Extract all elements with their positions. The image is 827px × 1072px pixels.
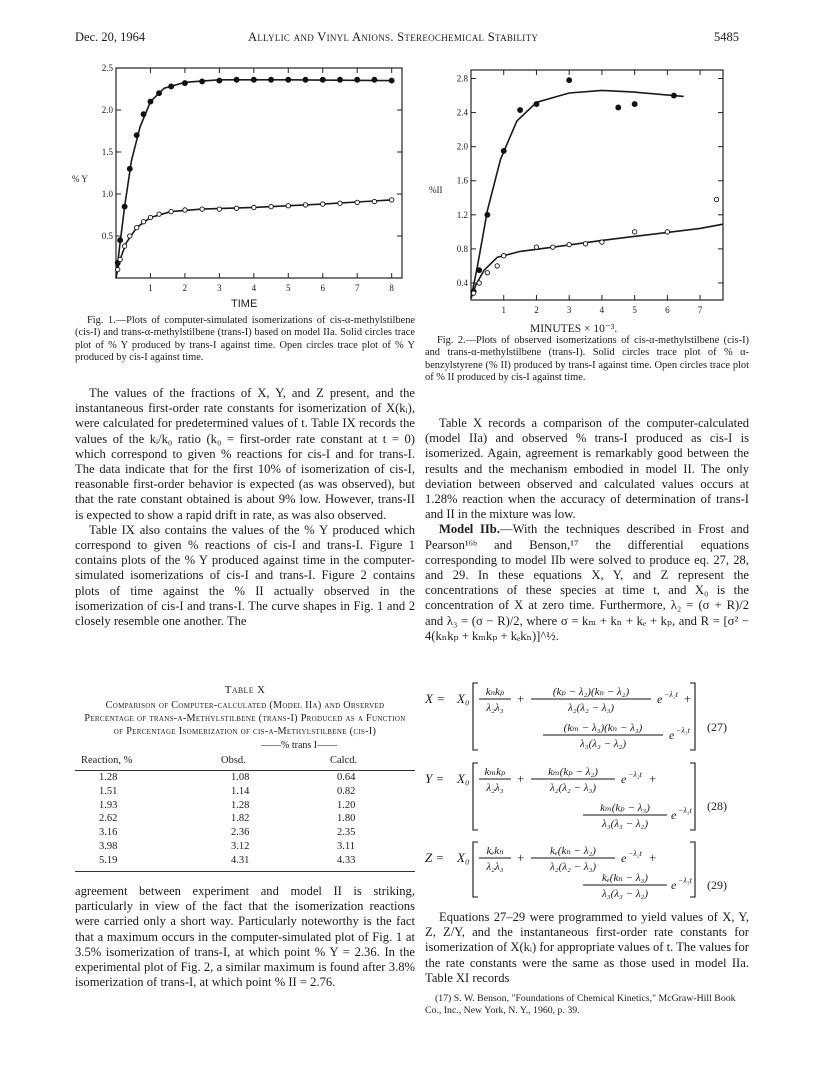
eq28-exp: e: [621, 772, 627, 786]
eq29-term3-denominator: λ₃(λ₃ − λ₂): [601, 888, 649, 900]
open-data-point: [338, 201, 342, 205]
open-data-point: [600, 240, 604, 244]
table-cell: 1.14: [231, 786, 250, 798]
eq28-term1-numerator: kₘkₚ: [484, 766, 506, 778]
page-number: 5485: [714, 30, 739, 44]
table-cell: 0.64: [337, 772, 356, 784]
table-cell: 4.33: [337, 854, 356, 866]
eq29-exp-power: −λ₃t: [678, 876, 692, 885]
x-tick-label: 7: [697, 305, 703, 315]
table-column-header: Calcd.: [330, 755, 358, 767]
eq27-term2-denominator: λ₂(λ₂ − λ₃): [567, 702, 615, 714]
solid-data-point: [616, 105, 621, 110]
series-curve: [471, 90, 684, 298]
equations-27-29: [425, 675, 749, 900]
x-tick-label: 3: [566, 305, 572, 315]
eq28-term2-denominator: λ₂(λ₂ − λ₃): [549, 782, 597, 794]
open-data-point: [141, 220, 145, 224]
table-rule: [75, 871, 415, 872]
eq28-open-bracket: [473, 763, 478, 830]
open-data-point: [148, 215, 152, 219]
section-heading: Model IIb.: [439, 522, 500, 537]
series-curve: [116, 200, 392, 278]
solid-data-point: [251, 77, 256, 82]
x-tick-label: 1: [501, 305, 506, 315]
table-header-row: [75, 755, 415, 769]
y-tick-label: 2.8: [456, 73, 468, 84]
solid-data-point: [118, 238, 123, 243]
solid-data-point: [320, 77, 325, 82]
eq28-term1-denominator: λ₂λ₃: [486, 782, 504, 794]
table-row: [75, 813, 415, 827]
table-cell: 3.11: [337, 840, 355, 852]
eq27-plus: +: [517, 691, 525, 706]
eq27-exp: e: [669, 728, 675, 742]
solid-data-point: [217, 78, 222, 83]
x-tick-label: 7: [354, 283, 360, 293]
footnote-17: (17) S. W. Benson, "Foundations of Chemical Kinetics," McGraw-Hill Book Co., Inc., New York, N. Y., 1960, p. 39.: [425, 993, 736, 1016]
open-data-point: [665, 230, 669, 234]
figure-2-chart: [425, 60, 745, 330]
left-column-upper: [75, 386, 415, 629]
solid-data-point: [286, 77, 291, 82]
y-tick-label: 1.6: [456, 175, 468, 186]
open-data-point: [252, 205, 256, 209]
solid-data-point: [372, 77, 377, 82]
x-tick-label: 6: [665, 305, 670, 315]
table-cell: 3.12: [231, 840, 250, 852]
running-title: Allylic and Vinyl Anions. Stereochemical Stability: [248, 30, 539, 44]
y-tick-label: 0.4: [456, 277, 468, 288]
solid-data-point: [127, 166, 132, 171]
eq27-number: (27): [707, 720, 727, 734]
solid-data-point: [122, 204, 127, 209]
solid-data-point: [134, 133, 139, 138]
open-data-point: [355, 200, 359, 204]
solid-data-point: [485, 212, 490, 217]
table-cell: 1.80: [337, 813, 356, 825]
eq28-term2-numerator: kₘ(kₚ − λ₂): [548, 766, 598, 778]
solid-data-point: [200, 79, 205, 84]
table-group-header: ——% trans I——: [261, 740, 338, 752]
y-tick-label: 1.5: [101, 147, 113, 157]
solid-data-point: [141, 112, 146, 117]
solid-data-point: [671, 93, 676, 98]
table-cell: 2.36: [231, 827, 250, 839]
open-data-point: [303, 203, 307, 207]
table-cell: 1.93: [99, 799, 118, 811]
fig2-xlabel: MINUTES × 10⁻³.: [530, 323, 618, 335]
table-column-header: Reaction, %: [81, 755, 133, 767]
y-axis-label: %II: [429, 185, 443, 195]
running-date: Dec. 20, 1964: [75, 30, 146, 44]
y-axis-label: % Y: [72, 174, 88, 184]
table-cell: 3.98: [99, 840, 118, 852]
open-data-point: [169, 209, 173, 213]
eq27-open-bracket: [473, 683, 478, 750]
solid-data-point: [269, 77, 274, 82]
eq27-exp: e: [657, 692, 663, 706]
x-tick-label: 1: [148, 283, 153, 293]
eq27-term2-numerator: (kₚ − λ₂)(kₙ − λ₂): [552, 686, 630, 698]
solid-data-point: [337, 77, 342, 82]
x-tick-label: 8: [389, 283, 394, 293]
open-data-point: [128, 234, 132, 238]
x-tick-label: 3: [217, 283, 222, 293]
table-label: Table X: [224, 684, 266, 696]
table-cell: 4.31: [231, 854, 250, 866]
open-data-point: [183, 208, 187, 212]
eq28-term3-numerator: kₘ(kₚ − λ₃): [600, 802, 650, 814]
solid-data-point: [234, 77, 239, 82]
table-cell: 1.82: [231, 813, 250, 825]
eq29-term2-denominator: λ₂(λ₂ − λ₃): [549, 861, 597, 873]
figure-1-chart: [70, 60, 415, 315]
paragraph: agreement between experiment and model II is striking, particularly in view of the fact that the isomerization reactions were carried only a short way. Particularly noteworthy is the fact that a maximum occurs in the computer-simulated plot of Fig. 1 at 3.5% isomerization of trans-I, at which point % Y = 2.36. In the experimental plot of Fig. 2, a similar maximum is found after 3.8% isomerization of trans-I, at which point % II = 2.76.: [75, 884, 415, 990]
solid-data-point: [567, 78, 572, 83]
eq28-exp-power: −λ₂t: [628, 770, 642, 779]
open-data-point: [471, 291, 475, 295]
eq27-exp-power: −λ₂t: [664, 690, 678, 699]
eq29-plus: +: [649, 850, 657, 865]
open-data-point: [389, 198, 393, 202]
table-row: [75, 855, 415, 869]
series-curve: [471, 224, 723, 298]
eq28-close-bracket: [690, 763, 695, 830]
eq27-lhs: X =: [425, 691, 445, 706]
x-tick-label: 2: [182, 283, 188, 293]
solid-data-point: [501, 148, 506, 153]
y-tick-label: 2.5: [101, 63, 113, 73]
solid-data-point: [518, 108, 523, 113]
table-cell: 3.16: [99, 827, 118, 839]
eq27-term1-numerator: kₙkₚ: [485, 686, 505, 698]
fig1-xlabel: TIME: [231, 298, 258, 310]
solid-data-point: [157, 91, 162, 96]
eq29-open-bracket: [473, 842, 478, 897]
table-rule: [75, 770, 415, 771]
y-tick-label: 1.0: [101, 189, 113, 199]
eq29-close-bracket: [690, 842, 695, 897]
table-row: [75, 841, 415, 855]
eq27-term1-denominator: λ₂λ₃: [486, 702, 504, 714]
y-tick-label: 1.2: [456, 209, 468, 220]
plot-frame: [471, 70, 723, 300]
series-curve: [116, 80, 392, 278]
paragraph-body: —With the techniques described in Frost and Pearson¹⁶ᵇ and Benson,¹⁷ the differential equations corresponding to model IIb were solved to produce eq. 27, 28, and 29. In these equations X, Y, and Z represent the concentrations of these species at time t, and X₀ is the concentration of X at zero time. Furthermore, λ₂ = (σ + R)/2 and λ₃ = (σ − R)/2, where σ = kₘ + kₙ + kₑ + kₚ, and R = [σ² − 4(kₙkₚ + kₘkₚ + kₑkₙ)]^½.: [425, 522, 749, 643]
open-data-point: [286, 204, 290, 208]
eq27-x0: X₀: [457, 691, 470, 706]
solid-data-point: [632, 102, 637, 107]
table-row: [75, 800, 415, 814]
solid-data-point: [148, 99, 153, 104]
solid-data-point: [389, 78, 394, 83]
eq29-exp: e: [671, 878, 677, 892]
solid-data-point: [303, 77, 308, 82]
fig1-caption: [75, 315, 415, 365]
solid-data-point: [182, 81, 187, 86]
eq29-term3-numerator: kₑ(kₙ − λ₃): [602, 872, 648, 884]
table-cell: 1.20: [337, 799, 356, 811]
open-data-point: [485, 271, 489, 275]
table-cell: 1.28: [231, 799, 250, 811]
open-data-point: [157, 212, 161, 216]
open-data-point: [372, 199, 376, 203]
eq28-exp: e: [671, 808, 677, 822]
x-tick-label: 5: [632, 305, 637, 315]
y-tick-label: 0.8: [456, 243, 468, 254]
fig1-caption-text: Fig. 1.—Plots of computer-simulated isomerizations of cis-α-methylstilbene (cis-I) and trans-α-methylstilbene (trans-I) based on model IIa. Solid circles trace plot of % Y produced by trans-I against time. Open circles trace plot of % Y produced by cis-I against time.: [75, 315, 415, 364]
open-data-point: [534, 245, 538, 249]
open-data-point: [234, 206, 238, 210]
table-cell: 0.82: [337, 786, 356, 798]
open-data-point: [116, 267, 120, 271]
open-data-point: [495, 264, 499, 268]
open-data-point: [118, 257, 122, 261]
x-tick-label: 5: [286, 283, 291, 293]
eq29-term2-numerator: kₑ(kₙ − λ₂): [550, 845, 596, 857]
table-cell: 1.51: [99, 786, 118, 798]
table-row: [75, 827, 415, 841]
eq29-lhs: Z =: [425, 850, 445, 865]
paragraph: [425, 522, 749, 644]
eq28-number: (28): [707, 799, 727, 813]
eq27-term3-denominator: λ₃(λ₃ − λ₂): [579, 738, 627, 750]
eq29-plus: +: [517, 850, 525, 865]
eq28-term3-denominator: λ₃(λ₃ − λ₂): [601, 818, 649, 830]
paragraph: The values of the fractions of X, Y, and Z present, and the instantaneous first-order rate constants for isomerization of X(kᵢ), were calculated for predetermined values of t. Table IX records the values of the kᵢ/k₀ ratio (k₀ = first-order rate constant at t = 0) which correspond to given % reactions for cis-I and for trans-I. The data indicate that for the first 10% of isomerization of cis-I, reasonable first-order behavior is expected (as was observed), but that the rate constant obtained is about 9% low. However, trans-II is expected to show a rapid drift in rate, as was also observed.: [75, 386, 415, 522]
open-data-point: [269, 204, 273, 208]
eq29-exp: e: [621, 851, 627, 865]
plot-frame: [116, 68, 402, 278]
open-data-point: [122, 244, 126, 248]
right-column-lower: [425, 910, 749, 986]
open-data-point: [200, 207, 204, 211]
paragraph: Equations 27–29 were programmed to yield values of X, Y, Z, Z/Y, and the instantaneous first-order rate constants for isomerization of X(kᵢ) for appropriate values of t. The values for the rate constants were the same as those used in model IIa. Table XI records: [425, 910, 749, 985]
table-title: Comparison of Computer-calculated (Model IIa) and Observed Percentage of trans-α-Methylstilbene (trans-I) Produced as a Function of Percentage Isomerization of cis-α-Methylstilbene (cis-I): [84, 700, 406, 737]
open-data-point: [477, 281, 481, 285]
fig2-caption-text: Fig. 2.—Plots of observed isomerizations of cis-α-methylstilbene (cis-I) and trans-α-methylstilbene (trans-I). Solid circles trace plot of % α-benzylstyrene (% II) produced by trans-I against time. Open circles trace plot of % II produced by cis-I against time.: [425, 335, 749, 384]
table-cell: 5.19: [99, 854, 118, 866]
eq28-plus: +: [517, 771, 525, 786]
right-column-upper: [425, 416, 749, 644]
table-row: [75, 786, 415, 800]
table-body: [75, 772, 415, 872]
y-tick-label: 0.5: [101, 231, 113, 241]
solid-data-point: [534, 102, 539, 107]
paragraph: Table X records a comparison of the computer-calculated (model IIa) and observed % trans-I produced as cis-I is isomerized. Again, agreement is remarkably good between the results and the mechanism embodied in model II. The only deviation between observed and calculated values occurs at 1.28% reaction when the accuracy of determination of trans-I and II in the mixture was low.: [425, 416, 749, 522]
open-data-point: [583, 242, 587, 246]
fig2-caption: [425, 335, 749, 385]
eq27-plus: +: [684, 691, 692, 706]
solid-data-point: [477, 268, 482, 273]
eq29-x0: X₀: [457, 850, 470, 865]
x-tick-label: 6: [320, 283, 325, 293]
eq28-x0: X₀: [457, 771, 470, 786]
y-tick-label: 2.0: [101, 105, 113, 115]
table-x: [75, 684, 415, 872]
table-cell: 1.08: [231, 772, 250, 784]
open-data-point: [632, 230, 636, 234]
table-cell: 2.62: [99, 813, 118, 825]
eq28-lhs: Y =: [425, 771, 445, 786]
eq27-exp-power: −λ₃t: [676, 726, 690, 735]
left-column-lower: [75, 884, 415, 990]
table-row: [75, 772, 415, 786]
x-tick-label: 2: [534, 305, 539, 315]
eq29-term1-numerator: kₑkₙ: [486, 845, 504, 857]
y-tick-label: 2.4: [456, 107, 468, 118]
open-data-point: [567, 242, 571, 246]
open-data-point: [134, 225, 138, 229]
eq29-exp-power: −λ₂t: [628, 849, 642, 858]
paragraph: Table IX also contains the values of the % Y produced which correspond to given % reactions of cis-I and trans-I. Figure 1 contains plots of the % Y produced against time in the computer-simulated isomerizations of cis-I and trans-I. Figure 2 contains plots of time against the % II actually observed in the isomerization of cis-I and trans-I. The curve shapes in Fig. 1 and 2 closely resemble one another. The: [75, 522, 415, 629]
open-data-point: [714, 197, 718, 201]
eq27-term3-numerator: (kₘ − λ₃)(kₙ − λ₃): [563, 722, 643, 734]
eq29-number: (29): [707, 878, 727, 892]
open-data-point: [551, 245, 555, 249]
table-cell: 2.35: [337, 827, 356, 839]
eq28-plus: +: [649, 771, 657, 786]
eq29-term1-denominator: λ₂λ₃: [486, 861, 504, 873]
eq28-exp-power: −λ₃t: [678, 806, 692, 815]
open-data-point: [502, 254, 506, 258]
y-tick-label: 2.0: [456, 141, 468, 152]
solid-data-point: [169, 84, 174, 89]
open-data-point: [217, 207, 221, 211]
x-tick-label: 4: [599, 305, 605, 315]
table-cell: 1.28: [99, 772, 118, 784]
x-tick-label: 4: [251, 283, 257, 293]
solid-data-point: [355, 77, 360, 82]
open-data-point: [321, 202, 325, 206]
table-column-header: Obsd.: [221, 755, 246, 767]
